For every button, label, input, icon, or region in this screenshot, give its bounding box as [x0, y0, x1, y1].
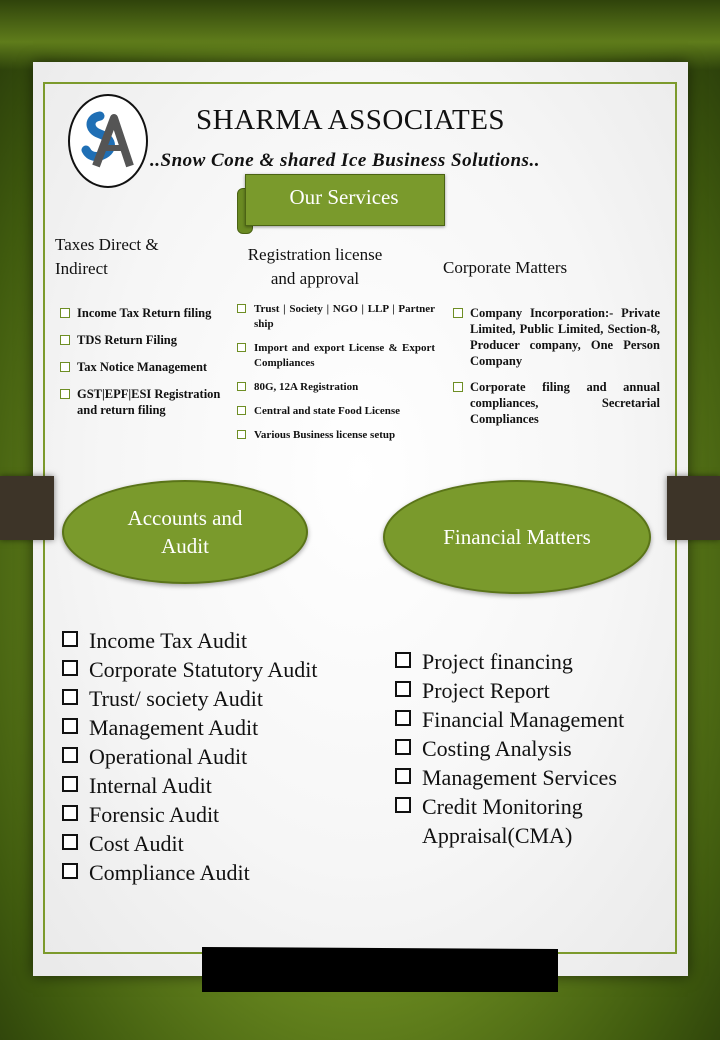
checkbox-icon: [60, 389, 70, 399]
checkbox-icon: [62, 776, 78, 792]
financial-matters-oval: [383, 480, 651, 594]
list-item: Income Tax Audit: [62, 626, 362, 655]
list-item: Corporate Statutory Audit: [62, 655, 362, 684]
accounts-audit-label: Accounts and Audit: [127, 506, 243, 558]
corporate-heading: Corporate Matters: [443, 258, 568, 277]
company-logo: [68, 94, 148, 188]
list-item: Trust/ society Audit: [62, 684, 362, 713]
checkbox-icon: [60, 308, 70, 318]
checkbox-icon: [395, 681, 411, 697]
list-item: Internal Audit: [62, 771, 362, 800]
checkbox-icon: [62, 631, 78, 647]
list-item: Compliance Audit: [62, 858, 362, 887]
checkbox-icon: [60, 335, 70, 345]
checkbox-icon: [453, 382, 463, 392]
list-item: Forensic Audit: [62, 800, 362, 829]
list-item: Corporate filing and annual compliances, Secretarial Compliances: [453, 379, 660, 427]
checkbox-icon: [62, 805, 78, 821]
list-item: Cost Audit: [62, 829, 362, 858]
checkbox-icon: [60, 362, 70, 372]
list-item: Income Tax Return filing: [60, 305, 232, 321]
list-item: 80G, 12A Registration: [237, 380, 435, 395]
checkbox-icon: [62, 863, 78, 879]
checkbox-icon: [62, 747, 78, 763]
accounts-audit-oval: [62, 480, 308, 584]
checkbox-icon: [395, 797, 411, 813]
checkbox-icon: [237, 430, 246, 439]
list-item: Company Incorporation:- Private Limited, Public Limited, Section-8, Producer company, One Person Company: [453, 305, 660, 369]
checkbox-icon: [395, 652, 411, 668]
list-item: Management Services: [395, 763, 657, 792]
list-item: Credit Monitoring Appraisal(CMA): [395, 792, 657, 850]
tagline: ..Snow Cone & shared Ice Business Solutions..: [150, 150, 540, 171]
frame-top: [0, 0, 720, 70]
right-side-band: [667, 476, 720, 540]
checkbox-icon: [395, 739, 411, 755]
checkbox-icon: [62, 718, 78, 734]
checkbox-icon: [237, 304, 246, 313]
checkbox-icon: [237, 406, 246, 415]
list-item: Various Business license setup: [237, 428, 435, 443]
list-item: TDS Return Filing: [60, 332, 232, 348]
financial-matters-list: [395, 647, 657, 850]
list-item: GST|EPF|ESI Registration and return filing: [60, 386, 232, 418]
accounts-audit-list: [62, 626, 362, 887]
company-name: SHARMA ASSOCIATES: [196, 104, 506, 136]
list-item: Central and state Food License: [237, 404, 435, 419]
list-item: Project Report: [395, 676, 657, 705]
our-services-banner: [237, 170, 445, 232]
checkbox-icon: [237, 343, 246, 352]
list-item: Financial Management: [395, 705, 657, 734]
checkbox-icon: [395, 768, 411, 784]
checkbox-icon: [237, 382, 246, 391]
checkbox-icon: [62, 834, 78, 850]
checkbox-icon: [395, 710, 411, 726]
financial-matters-label: Financial Matters: [443, 525, 591, 549]
checkbox-icon: [62, 660, 78, 676]
corporate-list: [453, 305, 660, 427]
list-item: Operational Audit: [62, 742, 362, 771]
list-item: Costing Analysis: [395, 734, 657, 763]
left-side-band: [0, 476, 54, 540]
list-item: Trust | Society | NGO | LLP | Partner ship: [237, 302, 435, 332]
registration-heading: Registration license and approval: [247, 245, 383, 288]
registration-list: [237, 302, 435, 443]
taxes-heading: Taxes Direct & Indirect: [55, 235, 159, 278]
list-item: Tax Notice Management: [60, 359, 232, 375]
taxes-list: [60, 305, 232, 418]
checkbox-icon: [453, 308, 463, 318]
logo-sa-icon: [70, 96, 146, 186]
list-item: Project financing: [395, 647, 657, 676]
list-item: Management Audit: [62, 713, 362, 742]
bottom-black-bar: [202, 942, 558, 992]
our-services-title: Our Services: [289, 185, 399, 209]
list-item: Import and export License & Export Compliances: [237, 341, 435, 371]
checkbox-icon: [62, 689, 78, 705]
